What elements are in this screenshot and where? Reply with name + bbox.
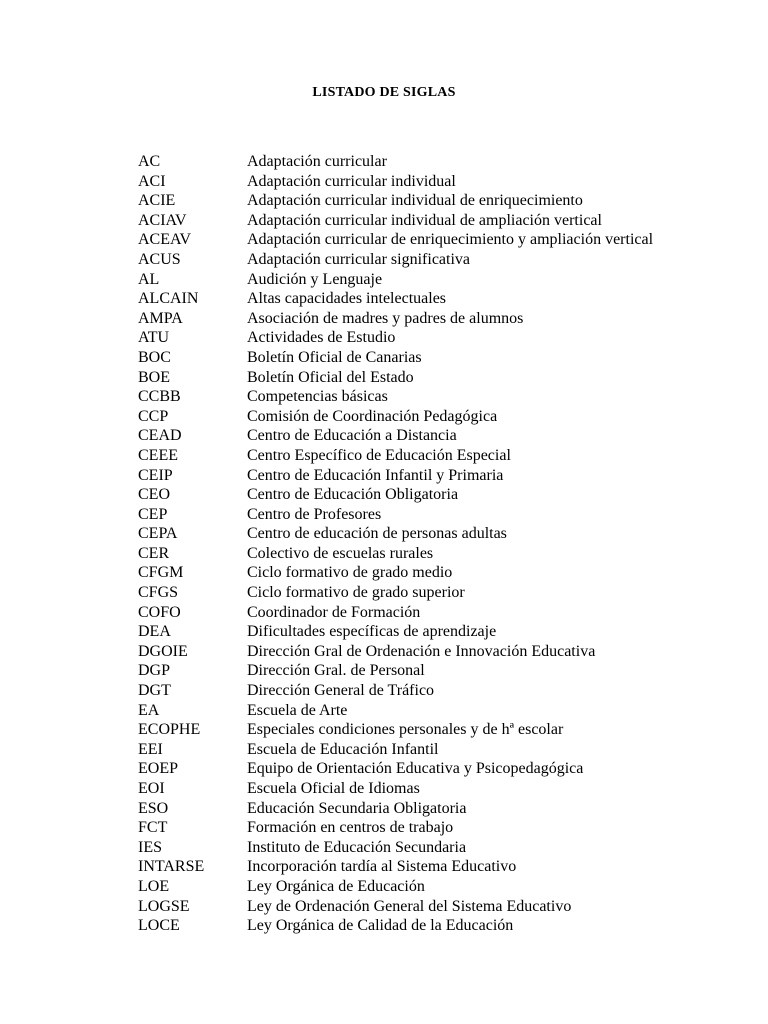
acronym-abbreviation: BOE [138, 368, 170, 386]
acronym-meaning: Incorporación tardía al Sistema Educativo [247, 858, 517, 876]
acronym-abbreviation: CCP [138, 407, 169, 425]
acronym-row [138, 524, 738, 544]
acronym-meaning: Formación en centros de trabajo [247, 819, 454, 837]
acronym-abbreviation: CCBB [138, 388, 181, 406]
acronym-abbreviation: CEEE [138, 446, 178, 464]
acronym-abbreviation: CEAD [138, 427, 182, 445]
acronym-meaning: Adaptación curricular de enriquecimiento y ampliación vertical [247, 231, 654, 249]
acronym-abbreviation: DEA [138, 623, 171, 641]
acronym-abbreviation: EEI [138, 740, 163, 758]
acronym-abbreviation: IES [138, 838, 162, 856]
acronym-row [138, 368, 738, 388]
acronym-meaning: Centro Específico de Educación Especial [247, 446, 511, 464]
acronym-row [138, 505, 738, 525]
acronym-abbreviation: ACUS [138, 250, 181, 268]
acronym-meaning: Altas capacidades intelectuales [247, 290, 447, 308]
acronym-meaning: Educación Secundaria Obligatoria [247, 799, 467, 817]
acronym-row [138, 348, 738, 368]
acronym-meaning: Escuela Oficial de Idiomas [247, 780, 420, 797]
acronym-row [138, 152, 738, 172]
acronym-row [138, 563, 738, 583]
acronym-meaning: Boletín Oficial de Canarias [247, 348, 422, 366]
acronym-abbreviation: ACEAV [138, 231, 192, 249]
acronym-meaning: Colectivo de escuelas rurales [247, 544, 434, 562]
acronym-abbreviation: BOC [138, 348, 171, 366]
acronym-meaning: Ley de Ordenación General del Sistema Educativo [247, 897, 572, 915]
acronym-row [138, 407, 738, 427]
acronym-row [138, 701, 738, 721]
acronym-meaning: Dirección General de Tráfico [247, 682, 435, 700]
acronym-abbreviation: ESO [138, 799, 169, 817]
acronym-row [138, 544, 738, 564]
acronym-abbreviation: FCT [138, 819, 168, 837]
acronym-abbreviation: DGT [138, 682, 171, 700]
acronym-row [138, 446, 738, 466]
acronym-meaning: Adaptación curricular individual [247, 172, 456, 190]
acronym-meaning: Adaptación curricular individual de enriquecimiento [247, 192, 583, 210]
acronym-row [138, 661, 738, 681]
acronym-meaning: Centro de Profesores [247, 505, 382, 523]
acronym-meaning: Comisión de Coordinación Pedagógica [247, 407, 498, 425]
acronym-abbreviation: ACIE [138, 192, 176, 210]
acronym-abbreviation: LOE [138, 877, 170, 895]
acronym-meaning: Dirección Gral. de Personal [247, 662, 425, 680]
acronym-meaning: Especiales condiciones personales y de hª escolar [247, 721, 564, 739]
acronym-meaning: Competencias básicas [247, 388, 388, 406]
acronym-list [138, 152, 738, 936]
acronym-meaning: Dificultades específicas de aprendizaje [247, 623, 497, 641]
acronym-row [138, 897, 738, 917]
acronym-row [138, 172, 738, 192]
acronym-row [138, 230, 738, 250]
acronym-abbreviation: CEO [138, 486, 170, 504]
acronym-abbreviation: ATU [138, 329, 170, 347]
acronym-row [138, 779, 738, 799]
acronym-row [138, 818, 738, 838]
acronym-meaning: Ley Orgánica de Calidad de la Educación [247, 917, 514, 935]
acronym-abbreviation: INTARSE [138, 858, 205, 876]
acronym-meaning: Adaptación curricular [247, 153, 387, 170]
acronym-abbreviation: LOCE [138, 917, 180, 935]
acronym-abbreviation: ECOPHE [138, 721, 201, 739]
acronym-abbreviation: DGP [138, 662, 171, 680]
acronym-row [138, 622, 738, 642]
acronym-meaning: Escuela de Arte [247, 701, 348, 719]
acronym-meaning: Coordinador de Formación [247, 603, 421, 621]
acronym-row [138, 916, 738, 936]
acronym-meaning: Ciclo formativo de grado superior [247, 584, 465, 602]
acronym-row [138, 211, 738, 231]
acronym-abbreviation: AL [138, 270, 160, 288]
acronym-row [138, 289, 738, 309]
acronym-row [138, 857, 738, 877]
acronym-abbreviation: LOGSE [138, 897, 190, 915]
acronym-abbreviation: ACIAV [138, 211, 187, 229]
acronym-meaning: Centro de Educación Obligatoria [247, 486, 459, 504]
acronym-meaning: Actividades de Estudio [247, 329, 396, 347]
acronym-row [138, 642, 738, 662]
acronym-meaning: Dirección Gral de Ordenación e Innovación Educativa [247, 642, 596, 660]
acronym-abbreviation: CEIP [138, 466, 173, 484]
acronym-abbreviation: CFGM [138, 564, 184, 582]
acronym-row [138, 387, 738, 407]
acronym-meaning: Escuela de Educación Infantil [247, 740, 439, 758]
acronym-row [138, 309, 738, 329]
acronym-row [138, 603, 738, 623]
acronym-row [138, 838, 738, 858]
acronym-abbreviation: CER [138, 544, 170, 562]
acronym-meaning: Audición y Lenguaje [247, 270, 383, 288]
acronym-row [138, 583, 738, 603]
acronym-abbreviation: AMPA [138, 309, 183, 327]
acronym-meaning: Instituto de Educación Secundaria [247, 838, 467, 856]
acronym-abbreviation: EOEP [138, 760, 178, 778]
acronym-meaning: Centro de Educación a Distancia [247, 427, 457, 445]
acronym-meaning: Equipo de Orientación Educativa y Psicopedagógica [247, 760, 584, 778]
acronym-meaning: Ley Orgánica de Educación [247, 877, 425, 895]
acronym-row [138, 877, 738, 897]
acronym-meaning: Centro de educación de personas adultas [247, 525, 507, 543]
acronym-abbreviation: AC [138, 153, 161, 170]
acronym-meaning: Ciclo formativo de grado medio [247, 564, 453, 582]
acronym-abbreviation: ACI [138, 172, 166, 190]
acronym-abbreviation: EOI [138, 780, 165, 797]
acronym-row [138, 466, 738, 486]
acronym-row [138, 759, 738, 779]
acronym-row [138, 328, 738, 348]
acronym-row [138, 799, 738, 819]
acronym-row [138, 681, 738, 701]
acronym-row [138, 250, 738, 270]
acronym-abbreviation: CEP [138, 505, 168, 523]
acronym-abbreviation: EA [138, 701, 160, 719]
acronym-meaning: Adaptación curricular significativa [247, 250, 471, 268]
acronym-abbreviation: CFGS [138, 584, 179, 602]
acronym-row [138, 426, 738, 446]
acronym-abbreviation: CEPA [138, 525, 178, 543]
acronym-abbreviation: DGOIE [138, 642, 188, 660]
acronym-meaning: Asociación de madres y padres de alumnos [247, 309, 524, 327]
acronym-meaning: Adaptación curricular individual de ampliación vertical [247, 211, 602, 229]
acronym-row [138, 720, 738, 740]
acronym-row [138, 191, 738, 211]
acronym-meaning: Centro de Educación Infantil y Primaria [247, 466, 504, 484]
acronym-row [138, 270, 738, 290]
acronym-abbreviation: COFO [138, 603, 181, 621]
acronym-row [138, 740, 738, 760]
acronym-row [138, 485, 738, 505]
acronym-meaning: Boletín Oficial del Estado [247, 368, 414, 386]
page-title: LISTADO DE SIGLAS [312, 85, 456, 100]
acronym-abbreviation: ALCAIN [138, 290, 199, 308]
